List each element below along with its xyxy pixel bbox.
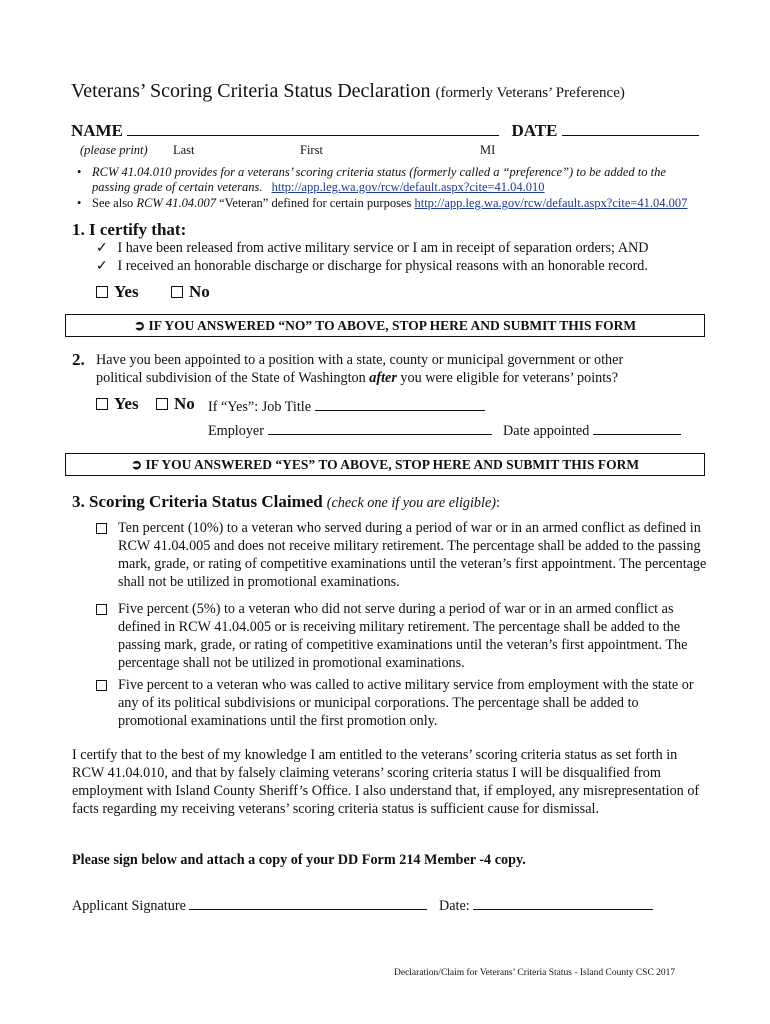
- option-10-percent-checkbox[interactable]: [96, 520, 113, 538]
- employer-field[interactable]: [268, 420, 492, 435]
- section1-no[interactable]: [171, 282, 210, 302]
- stop-box-1: [65, 314, 705, 337]
- section1-heading: 1. I certify that:: [72, 220, 187, 239]
- mi-label: MI: [480, 143, 496, 157]
- name-row: [71, 121, 699, 141]
- certification-paragraph: I certify that to the best of my knowledge I am entitled to the veterans’ scoring criteria status as set forth in RCW 41.04.010, and that by falsely claiming veterans’ scoring criteria status I will be disqualified from employment with Island County Sheriff’s Office. I also understand that, if employed, any misrepresentation of facts regarding my receiving veterans’ scoring criteria status is sufficient cause for dismissal.: [72, 747, 700, 817]
- rcw-010-link[interactable]: http://app.leg.wa.gov/rcw/default.aspx?cite=41.04.010: [271, 180, 545, 194]
- section2-question-line1: Have you been appointed to a position with a state, county or municipal government or other: [96, 352, 624, 368]
- job-title-field[interactable]: [315, 396, 485, 411]
- checkbox-icon[interactable]: [96, 286, 108, 298]
- applicant-signature-field[interactable]: [189, 895, 427, 910]
- no-label: No: [189, 282, 210, 301]
- date-label: DATE: [511, 121, 558, 140]
- stop-text: IF YOU ANSWERED “NO” TO ABOVE, STOP HERE AND SUBMIT THIS FORM: [148, 318, 637, 333]
- job-title-label: If “Yes”: Job Title: [208, 399, 312, 415]
- signature-row: [72, 895, 653, 915]
- bullet-prefix: See also: [92, 196, 137, 210]
- signature-date-field[interactable]: [473, 895, 653, 910]
- checkbox-icon[interactable]: [156, 398, 168, 410]
- section3-title: 3. Scoring Criteria Status Claimed: [72, 492, 323, 511]
- date-appointed-field[interactable]: [593, 420, 681, 435]
- certify-item-2: [96, 258, 648, 275]
- option-5-percent-called-checkbox[interactable]: [96, 677, 113, 695]
- option-10-percent-text: Ten percent (10%) to a veteran who served during a period of war or in an armed conflict as defined in RCW 41.04.005 and does not receive military retirement. The percentage shall be added to the passing mark, grade, or rating of competitive examinations until the veteran’s first appointment. The percentage shall not be utilized in promotional examinations.: [118, 520, 707, 590]
- bullet-dot: •: [77, 165, 82, 179]
- job-title-row: [208, 396, 485, 416]
- checkbox-icon[interactable]: [96, 604, 107, 615]
- checkmark-icon: ✓: [96, 258, 108, 274]
- date-appointed-label: Date appointed: [503, 423, 590, 439]
- section3-heading: [72, 492, 500, 512]
- sign-instruction: Please sign below and attach a copy of your DD Form 214 Member -4 copy.: [72, 852, 526, 868]
- title-main: Veterans’ Scoring Criteria Status Declaration: [71, 80, 431, 102]
- checkbox-icon[interactable]: [96, 523, 107, 534]
- page-title: [71, 80, 625, 103]
- name-field[interactable]: [127, 121, 499, 136]
- certify-item-1: [96, 240, 648, 257]
- bullet-rcw-010-cont: [92, 180, 545, 195]
- section1-yes[interactable]: [96, 282, 139, 302]
- question-text: you were eligible for veterans’ points?: [396, 370, 618, 386]
- section2-yes[interactable]: [96, 394, 139, 414]
- section3-colon: :: [496, 495, 500, 511]
- arrow-circle-icon: ➲: [133, 318, 146, 333]
- yes-label: Yes: [114, 282, 139, 301]
- section2-question-line2: [96, 370, 618, 387]
- bullet-rcw: RCW 41.04.007: [136, 196, 216, 210]
- yes-label: Yes: [114, 394, 139, 413]
- last-label: Last: [173, 143, 195, 157]
- bullet-rcw-010: [77, 165, 666, 180]
- option-5-percent-text: Five percent (5%) to a veteran who did not serve during a period of war or in an armed conflict as defined in RCW 41.04.005 or is receiving military retirement. The percentage shall be added to the passing mark, grade, or rating of competitive examinations until the veteran’s first appointment. The percentage shall not be utilized in promotional examinations.: [118, 601, 688, 671]
- stop-text: IF YOU ANSWERED “YES” TO ABOVE, STOP HERE AND SUBMIT THIS FORM: [145, 457, 640, 472]
- stop-box-2: [65, 453, 705, 476]
- signature-date-label: Date:: [438, 898, 470, 914]
- footer: Declaration/Claim for Veterans’ Criteria Status - Island County CSC 2017: [394, 968, 676, 978]
- title-sub: (formerly Veterans’ Preference): [435, 85, 625, 101]
- section2-no[interactable]: [156, 394, 195, 414]
- option-5-percent-checkbox[interactable]: [96, 601, 113, 619]
- question-text: political subdivision of the State of Washington: [96, 370, 370, 386]
- section3-note: (check one if you are eligible): [326, 495, 496, 511]
- checkbox-icon[interactable]: [96, 398, 108, 410]
- option-5-percent-called-text: Five percent to a veteran who was called to active military service from employment with the state or any of its political subdivisions or municipal corporations. The percentage shall be added to promotional examinations until the first promotion only.: [118, 677, 694, 729]
- please-print-label: (please print): [80, 143, 148, 157]
- checkmark-icon: ✓: [96, 240, 108, 256]
- no-label: No: [174, 394, 195, 413]
- first-label: First: [300, 143, 323, 157]
- rcw-007-link[interactable]: http://app.leg.wa.gov/rcw/default.aspx?cite=41.04.007: [414, 196, 688, 210]
- bullet-text: “Veteran” defined for certain purposes: [215, 196, 415, 210]
- bullet-rcw-007: [77, 196, 688, 211]
- date-field[interactable]: [562, 121, 699, 136]
- employer-label: Employer: [208, 423, 264, 439]
- arrow-circle-icon: ➲: [130, 457, 143, 472]
- question-emphasis: after: [369, 370, 397, 386]
- bullet-text: RCW 41.04.010 provides for a veterans’ scoring criteria status (formerly called a “preference”) to be added to the: [92, 165, 666, 179]
- certify-item-text: I have been released from active military service or I am in receipt of separation orders; AND: [117, 240, 649, 256]
- employer-row: [208, 420, 681, 440]
- section2-number: 2.: [72, 350, 85, 369]
- name-label: NAME: [71, 121, 123, 140]
- checkbox-icon[interactable]: [96, 680, 107, 691]
- bullet-dot: •: [77, 196, 82, 210]
- bullet-text: passing grade of certain veterans.: [92, 180, 263, 194]
- certify-item-text: I received an honorable discharge or discharge for physical reasons with an honorable record.: [117, 258, 648, 274]
- applicant-signature-label: Applicant Signature: [72, 898, 186, 914]
- checkbox-icon[interactable]: [171, 286, 183, 298]
